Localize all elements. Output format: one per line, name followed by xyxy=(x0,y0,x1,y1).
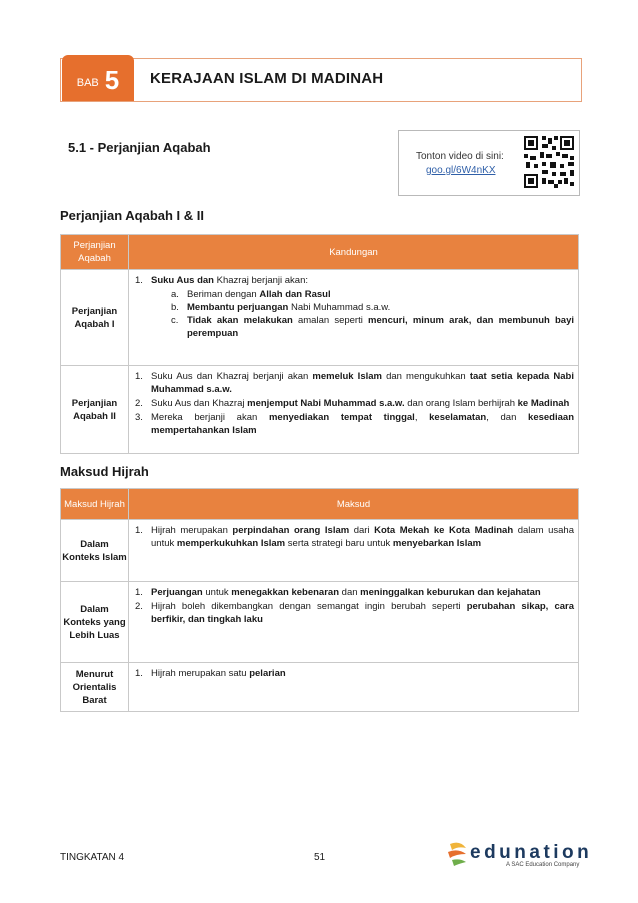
bold-text: menyebarkan Islam xyxy=(392,538,482,549)
bold-text: Membantu perjuangan xyxy=(187,302,289,313)
text-run: dari xyxy=(349,525,375,536)
bold-text: meninggalkan keburukan dan kejahatan xyxy=(360,587,541,598)
list-item xyxy=(135,411,574,437)
aqabah-col-header-2: Kandungan xyxy=(129,235,579,270)
aqabah-table xyxy=(60,234,579,454)
bold-text: ke Madinah xyxy=(517,398,570,409)
list-text xyxy=(151,411,574,437)
bold-text: menyediakan tempat tinggal xyxy=(268,412,415,423)
list-text xyxy=(151,524,574,550)
text-run: Hijrah boleh dikembangkan dengan semangat ingin berubah seperti xyxy=(151,601,467,612)
chapter-title: KERAJAAN ISLAM DI MADINAH xyxy=(150,70,384,87)
chapter-number: 5 xyxy=(104,65,120,95)
bold-text: perubahan sikap, cara berfikir, dan tingkah laku xyxy=(151,601,574,625)
video-label: Tonton video di sini: xyxy=(416,151,504,162)
text-run: dan xyxy=(339,587,361,598)
text-run: Mereka berjanji akan xyxy=(151,412,269,423)
list-item xyxy=(135,524,574,550)
aqabah-heading: Perjanjian Aqabah I & II xyxy=(60,208,204,223)
bold-text: Perjuangan xyxy=(151,587,203,598)
chapter-bab-label: BAB xyxy=(76,77,99,89)
bold-text: Tidak akan melakukan xyxy=(187,315,293,326)
hijrah-row-content xyxy=(129,520,579,582)
table-row xyxy=(61,663,579,712)
sub-list-item xyxy=(171,288,574,301)
video-link[interactable]: goo.gl/6W4nKX xyxy=(426,165,496,176)
list-number: 2. xyxy=(135,601,143,612)
bold-text: taat setia kepada Nabi Muhammad s.a.w. xyxy=(151,371,575,395)
table-row xyxy=(61,366,579,454)
bold-text: Allah dan Rasul xyxy=(259,289,331,300)
aqabah-row-name: Perjanjian Aqabah II xyxy=(61,366,129,454)
hijrah-table xyxy=(60,488,579,712)
table-row xyxy=(61,520,579,582)
list-item xyxy=(135,397,574,410)
bold-text: Kota Mekah ke Kota Madinah xyxy=(374,525,514,536)
hijrah-row-content xyxy=(129,582,579,663)
text-run: , xyxy=(414,412,430,423)
text-run: dan orang Islam berhijrah xyxy=(404,398,518,409)
footer-grade: TINGKATAN 4 xyxy=(60,852,125,863)
list-item xyxy=(135,600,574,626)
bold-text: memeluk Islam xyxy=(312,371,382,382)
list-text xyxy=(151,667,574,680)
bold-text: mencuri, minum arak, dan membunuh bayi perempuan xyxy=(187,315,575,339)
bold-text: menegakkan kebenaran xyxy=(231,587,340,598)
text-run: untuk xyxy=(202,587,232,598)
qr-code-icon[interactable] xyxy=(522,134,576,190)
text-run: Suku Aus dan Khazraj xyxy=(151,398,248,409)
text-run: Suku Aus dan Khazraj berjanji akan xyxy=(151,371,313,382)
bold-text: Suku Aus dan xyxy=(151,275,214,286)
text-run: serta strategi baru untuk xyxy=(285,538,393,549)
sub-list-text xyxy=(187,314,574,340)
text-run: dalam usaha untuk xyxy=(151,525,574,549)
list-number: 1. xyxy=(135,668,143,679)
list-number: 3. xyxy=(135,412,143,423)
list-item xyxy=(135,586,574,599)
text-run: Nabi Muhammad s.a.w. xyxy=(288,302,391,313)
aqabah-row-content xyxy=(129,366,579,454)
list-item xyxy=(135,370,574,396)
table-row xyxy=(61,270,579,366)
aqabah-col-header-1: Perjanjian Aqabah xyxy=(61,235,129,270)
list-item xyxy=(135,667,574,680)
bold-text: pelarian xyxy=(249,668,286,679)
hijrah-heading: Maksud Hijrah xyxy=(60,464,149,479)
text-run: dan mengukuhkan xyxy=(381,371,470,382)
text-run: amalan seperti xyxy=(292,315,369,326)
chapter-tab xyxy=(62,55,134,101)
hijrah-row-name: Dalam Konteks Islam xyxy=(61,520,129,582)
list-number: 1. xyxy=(135,371,143,382)
list-number: 1. xyxy=(135,587,143,598)
bold-text: perpindahan orang Islam xyxy=(232,525,350,536)
list-text xyxy=(151,274,574,287)
hijrah-row-name: Dalam Konteks yang Lebih Luas xyxy=(61,582,129,663)
sub-list-letter: c. xyxy=(171,315,179,326)
aqabah-row-name: Perjanjian Aqabah I xyxy=(61,270,129,366)
text-run: Khazraj berjanji akan: xyxy=(214,275,308,286)
text-run: Beriman dengan xyxy=(187,289,260,300)
table-row xyxy=(61,582,579,663)
text-run: Hijrah merupakan satu xyxy=(151,668,250,679)
sub-list-letter: a. xyxy=(171,289,179,300)
list-number: 1. xyxy=(135,525,143,536)
section-title: 5.1 - Perjanjian Aqabah xyxy=(68,140,211,155)
logo-wordmark: edunation xyxy=(470,842,593,863)
sub-list-item xyxy=(171,314,574,340)
logo-subtitle: A SAC Education Company xyxy=(506,862,580,868)
hijrah-row-name: Menurut Orientalis Barat xyxy=(61,663,129,712)
text-run: Hijrah merupakan xyxy=(151,525,233,536)
bold-text: memperkukuhkan Islam xyxy=(176,538,286,549)
list-text xyxy=(151,370,574,396)
sub-list-letter: b. xyxy=(171,302,179,313)
hijrah-col-header-1: Maksud Hijrah xyxy=(61,489,129,520)
sub-list-text xyxy=(187,301,574,314)
text-run: , dan xyxy=(486,412,529,423)
sub-list-text xyxy=(187,288,574,301)
list-number: 1. xyxy=(135,275,143,286)
list-text xyxy=(151,600,574,626)
aqabah-row-content xyxy=(129,270,579,366)
list-text xyxy=(151,397,574,410)
hijrah-row-content xyxy=(129,663,579,712)
list-number: 2. xyxy=(135,398,143,409)
page-number: 51 xyxy=(314,852,326,863)
hijrah-col-header-2: Maksud xyxy=(129,489,579,520)
bold-text: menjemput Nabi Muhammad s.a.w. xyxy=(247,398,405,409)
bold-text: kesediaan mempertahankan Islam xyxy=(151,412,574,436)
bold-text: keselamatan xyxy=(429,412,487,423)
list-item xyxy=(135,274,574,287)
sub-list-item xyxy=(171,301,574,314)
list-text xyxy=(151,586,574,599)
